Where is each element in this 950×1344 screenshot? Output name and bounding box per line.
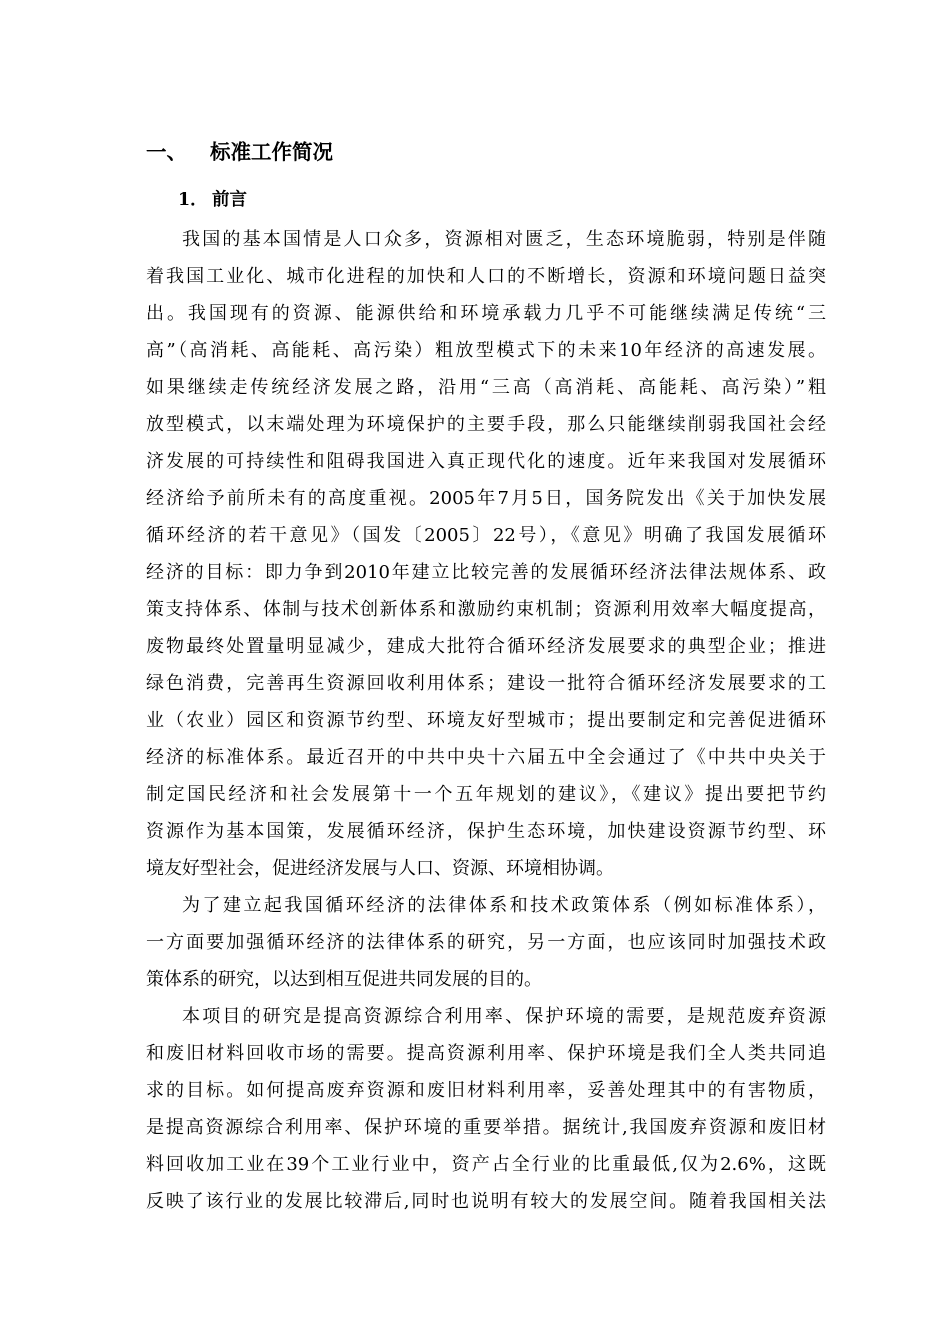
subsection-number: 1． [178, 190, 208, 210]
text-line: 放型模式，以末端处理为环境保护的主要手段，那么只能继续削弱我国社会经 [146, 414, 826, 435]
text-line: 制定国民经济和社会发展第十一个五年规划的建议》，《建议》提出要把节约 [146, 784, 826, 805]
text-line: 循环经济的若干意见》（国发〔2005〕22号），《意见》明确了我国发展循环 [146, 525, 826, 546]
text-line: 策支持体系、体制与技术创新体系和激励约束机制；资源利用效率大幅度提高， [146, 599, 826, 620]
text-line: 经济的标准体系。最近召开的中共中央十六届五中全会通过了《中共中央关于 [146, 747, 826, 768]
text-line: 资源作为基本国策，发展循环经济，保护生态环境，加快建设资源节约型、环 [146, 821, 826, 842]
text-line: 反映了该行业的发展比较滞后,同时也说明有较大的发展空间。随着我国相关法 [146, 1191, 826, 1212]
text-line: 业（农业）园区和资源节约型、环境友好型城市；提出要制定和完善促进循环 [146, 710, 826, 731]
text-line: 高”（高消耗、高能耗、高污染）粗放型模式下的未来10年经济的高速发展。 [146, 340, 826, 361]
text-line: 求的目标。如何提高废弃资源和废旧材料利用率，妥善处理其中的有害物质， [146, 1080, 826, 1101]
section-title: 标准工作简况 [210, 140, 333, 164]
paragraph-1 [146, 221, 826, 887]
text-line: 经济给予前所未有的高度重视。2005年7月5日，国务院发出《关于加快发展 [146, 488, 826, 509]
paragraph-2 [146, 887, 826, 998]
text-line: 绿色消费，完善再生资源回收利用体系；建设一批符合循环经济发展要求的工 [146, 673, 826, 694]
text-line: 境友好型社会，促进经济发展与人口、资源、环境相协调。 [146, 858, 614, 879]
text-line: 着我国工业化、城市化进程的加快和人口的不断增长，资源和环境问题日益突 [146, 266, 826, 287]
text-line: 济发展的可持续性和阻碍我国进入真正现代化的速度。近年来我国对发展循环 [146, 451, 826, 472]
text-line: 和废旧材料回收市场的需要。提高资源利用率、保护环境是我们全人类共同追 [146, 1043, 826, 1064]
section-number: 一、 [146, 140, 187, 164]
subsection-heading [178, 185, 247, 215]
text-line: 如果继续走传统经济发展之路，沿用“三高（高消耗、高能耗、高污染）”粗 [146, 377, 826, 398]
subsection-title: 前言 [212, 190, 247, 210]
text-line: 是提高资源综合利用率、保护环境的重要举措。据统计,我国废弃资源和废旧材 [146, 1117, 826, 1138]
paragraph-3 [146, 998, 826, 1220]
text-line: 废物最终处置量明显减少，建成大批符合循环经济发展要求的典型企业；推进 [146, 636, 826, 657]
text-line: 为了建立起我国循环经济的法律体系和技术政策体系（例如标准体系）， [182, 895, 826, 916]
text-line: 出。我国现有的资源、能源供给和环境承载力几乎不可能继续满足传统“三 [146, 303, 826, 324]
text-line: 本项目的研究是提高资源综合利用率、保护环境的需要，是规范废弃资源 [182, 1006, 826, 1027]
body-text [146, 221, 826, 1220]
text-line: 策体系的研究，以达到相互促进共同发展的目的。 [146, 969, 542, 990]
text-line: 我国的基本国情是人口众多，资源相对匮乏，生态环境脆弱，特别是伴随 [182, 229, 826, 250]
text-line: 料回收加工业在39个工业行业中，资产占全行业的比重最低,仅为2.6%，这既 [146, 1154, 826, 1175]
section-heading [146, 136, 333, 168]
text-line: 经济的目标：即力争到2010年建立比较完善的发展循环经济法律法规体系、政 [146, 562, 826, 583]
text-line: 一方面要加强循环经济的法律体系的研究，另一方面，也应该同时加强技术政 [146, 932, 826, 953]
